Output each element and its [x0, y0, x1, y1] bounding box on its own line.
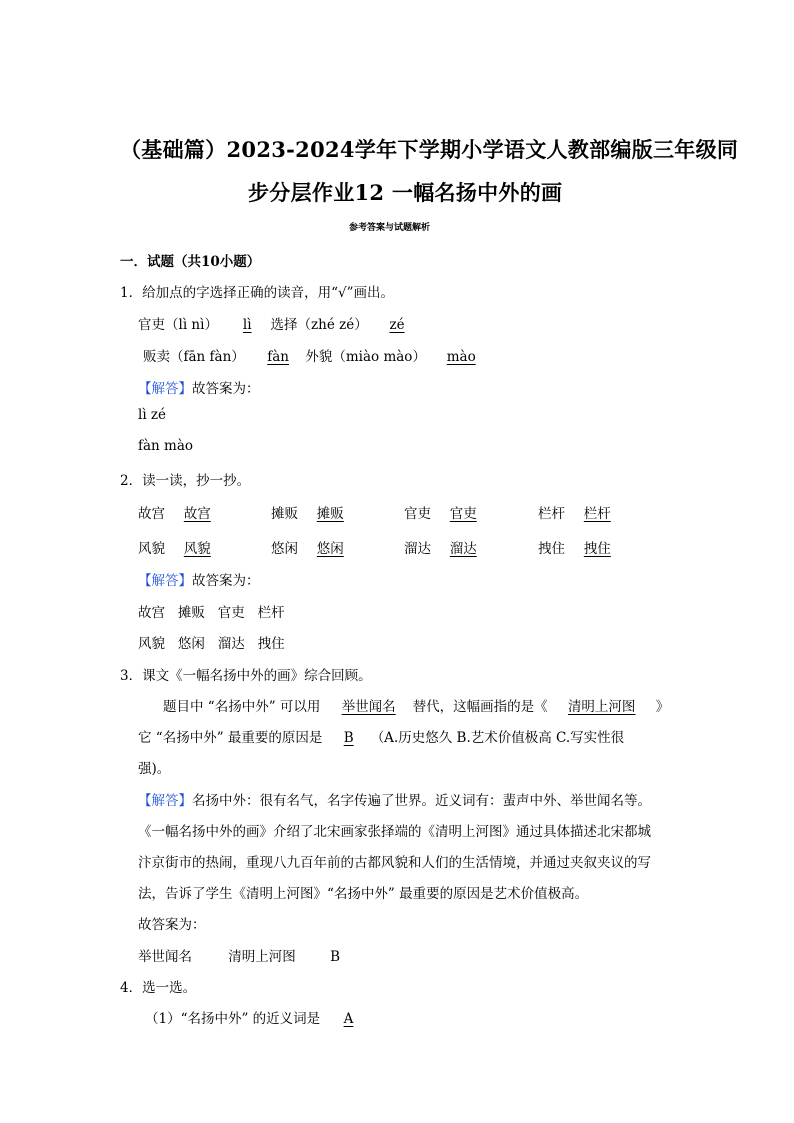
- q2-stem: 2．读一读，抄一抄。: [120, 473, 251, 489]
- q1-stem: 1．给加点的字选择正确的读音，用“√”画出。: [120, 285, 394, 301]
- q3-line-1: [163, 695, 669, 715]
- answer-intro: 故答案为：: [192, 381, 260, 397]
- q3-ans-word: 清明上河图: [228, 949, 296, 965]
- q2-copy: 悠闲: [316, 541, 344, 557]
- q2-copy: 溜达: [449, 541, 477, 557]
- q2-ans-word: 故宫: [138, 605, 165, 621]
- q2-word: 溜达: [404, 541, 431, 557]
- q3-blank-2: 清明上河图: [567, 699, 636, 715]
- q1-answer-heading: [138, 377, 260, 397]
- q2-word: 摊贩: [271, 506, 298, 522]
- q1-answer-line-1: lì zé: [138, 407, 167, 423]
- q2-word: 悠闲: [271, 541, 298, 557]
- q1-r1-a-label: 官吏（lì nì）: [138, 317, 218, 333]
- q1-r2-b-answer: mào: [446, 349, 476, 365]
- q3-ans-word: B: [330, 949, 341, 965]
- q2-copy: 故宫: [183, 506, 211, 522]
- q2-item: [271, 502, 358, 522]
- q2-word: 风貌: [138, 541, 165, 557]
- q2-item: [538, 537, 625, 557]
- q2-ans-word: 摊贩: [177, 605, 205, 621]
- q2-word: 官吏: [404, 506, 431, 522]
- q1-r2-a-answer: fàn: [267, 349, 289, 365]
- page-title-line-1: （基础篇）2023-2024学年下学期小学语文人教部编版三年级同: [120, 137, 739, 162]
- q3-line-3: 强)。: [138, 761, 171, 777]
- q1-r2-a-label: 贩卖（fān fàn）: [143, 349, 245, 365]
- q2-copy: 官吏: [449, 506, 477, 522]
- q3-p1-a: 题目中 “名扬中外” 可以用: [163, 699, 321, 715]
- q1-r1-a-answer: lì: [242, 317, 252, 333]
- q2-ans-word: 栏杆: [257, 605, 285, 621]
- q3-p2-b: （A.历史悠久 B.艺术价值极高 C.写实性很: [370, 730, 625, 746]
- q2-item: [271, 537, 358, 557]
- q3-answer-line: [138, 945, 340, 965]
- q3-ans-word: 举世闻名: [138, 949, 192, 965]
- q3-explanation-3: 汴京街市的热闹，重现八九百年前的古都风貌和人们的生活情境，并通过夹叙夹议的写: [138, 855, 651, 871]
- q1-row-2: [143, 345, 486, 365]
- q2-ans-word: 官吏: [217, 605, 245, 621]
- section-heading: 一．试题（共10小题）: [120, 254, 261, 270]
- q2-item: [404, 502, 491, 522]
- answer-intro: 故答案为：: [192, 573, 260, 589]
- q3-exp-text: 名扬中外：很有名气，名字传遍了世界。近义词有：蜚声中外、举世闻名等。: [192, 793, 651, 809]
- q2-copy: 风貌: [183, 541, 211, 557]
- q2-item: [138, 502, 225, 522]
- q2-copy: 栏杆: [583, 506, 611, 522]
- q1-r1-b-answer: zé: [389, 317, 405, 333]
- answer-tag: 【解答】: [138, 793, 192, 809]
- q3-p1-b: 替代，这幅画指的是《: [412, 699, 548, 715]
- answer-tag: 【解答】: [138, 573, 192, 589]
- q2-word: 栏杆: [538, 506, 565, 522]
- q3-blank-3: B: [343, 730, 354, 746]
- page-title-line-2: 步分层作业12 一幅名扬中外的画: [248, 180, 563, 205]
- q1-r1-b-label: 选择（zhé zé）: [270, 317, 368, 333]
- q3-explanation-2: 《一幅名扬中外的画》介绍了北宋画家张择端的《清明上河图》通过具体描述北宋都城: [138, 824, 651, 840]
- q4-sub1-label: （1）“名扬中外” 的近义词是: [145, 1011, 321, 1027]
- q4-sub-1: [145, 1007, 368, 1027]
- q2-word: 故宫: [138, 506, 165, 522]
- q2-ans-word: 拽住: [257, 636, 285, 652]
- q3-answer-intro: 故答案为：: [138, 917, 206, 933]
- q2-word: 拽住: [538, 541, 565, 557]
- q2-answer-line-2: [138, 632, 285, 652]
- q2-copy: 拽住: [583, 541, 611, 557]
- q4-stem: 4．选一选。: [120, 980, 197, 996]
- page-subtitle: 参考答案与试题解析: [349, 223, 431, 233]
- q2-ans-word: 溜达: [217, 636, 245, 652]
- q3-explanation-1: [138, 789, 651, 809]
- q4-sub1-blank: A: [343, 1011, 354, 1027]
- q1-r2-b-label: 外貌（miào mào）: [305, 349, 426, 365]
- q2-ans-word: 风貌: [138, 636, 165, 652]
- q3-explanation-4: 法，告诉了学生《清明上河图》“名扬中外” 最重要的原因是艺术价值极高。: [138, 886, 589, 902]
- q2-item: [404, 537, 491, 557]
- q3-p1-c: 》: [655, 699, 670, 715]
- answer-tag: 【解答】: [138, 381, 192, 397]
- q3-p2-a: 它 “名扬中外” 最重要的原因是: [138, 730, 323, 746]
- q1-row-1: [138, 313, 416, 333]
- q2-answer-heading: [138, 569, 260, 589]
- q2-ans-word: 悠闲: [177, 636, 205, 652]
- q1-answer-line-2: fàn mào: [138, 438, 194, 454]
- q2-item: [138, 537, 225, 557]
- q2-answer-line-1: [138, 601, 285, 621]
- q3-stem: 3．课文《一幅名扬中外的画》综合回顾。: [120, 668, 372, 684]
- q2-copy: 摊贩: [316, 506, 344, 522]
- q3-blank-1: 举世闻名: [341, 699, 396, 715]
- q2-item: [538, 502, 625, 522]
- q3-line-2: [138, 726, 624, 746]
